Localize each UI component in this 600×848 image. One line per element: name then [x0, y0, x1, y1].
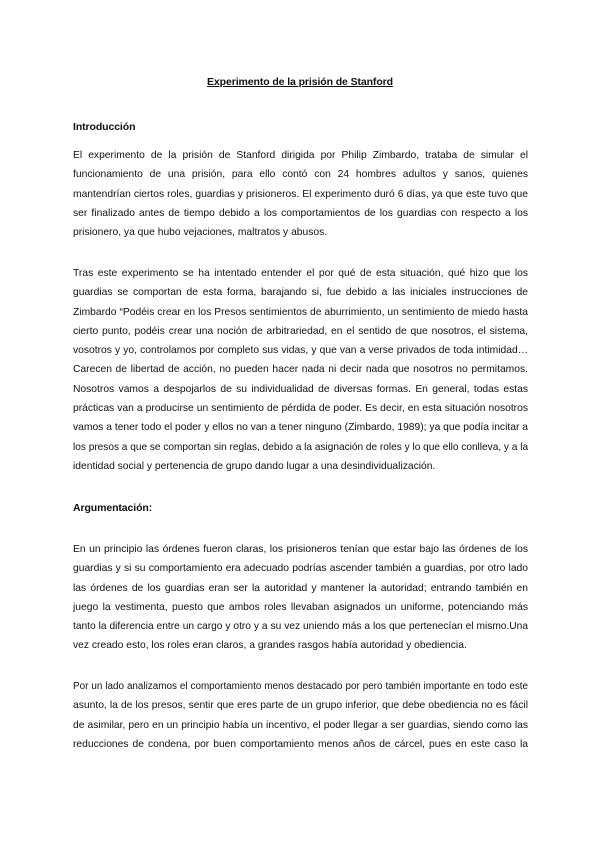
paragraph-line: asunto, la de los presos, sentir que eres parte de un grupo inferior, que debe obediencia no es fácil [73, 700, 528, 712]
paragraph-line: Tras este experimento se ha intentado entender el por qué de esta situación, qué hizo que los [73, 268, 528, 279]
paragraph-line: funcionamiento de una prisión, para ello contó con 24 hombres adultos y sanos, quienes [73, 169, 528, 181]
paragraph-line: juego la vestimenta, puesto que ambos roles llevaban asignados un uniforme, potenciando más [73, 601, 528, 613]
paragraph-line: guardias se comportan de esta forma, barajando si, fue debido a las iniciales instrucciones de [73, 287, 528, 299]
paragraph-line: los presos a que se comportan sin reglas, debido a la asignación de roles y lo que ello conlleva, y a la [73, 441, 528, 453]
paragraph-line: vamos a tener todo el poder y ellos no van a tener ninguno (Zimbardo, 1989); ya que podía incitar a [73, 422, 528, 434]
paragraph-line: El experimento de la prisión de Stanford dirigida por Philip Zimbardo, trataba de simular el [73, 150, 528, 161]
paragraph-line: reducciones de condena, por buen comportamiento menos años de cárcel, pues en este caso la [73, 738, 528, 750]
paragraph-line: guardias y si su comportamiento era adecuado podrías ascender también a guardias, por otro lado [73, 563, 528, 575]
paragraph-line: tanto la diferencia entre un cargo y otro y a su vez uniendo más a los que pertenecían el mismo.Una [73, 621, 528, 633]
paragraph-line: cierto punto, podéis crear una noción de arbitrariedad, en el sentido de que nosotros, el sistema, [73, 325, 528, 337]
paragraph-intro-1 [73, 146, 528, 242]
paragraph-line: Carecen de libertad de acción, no pueden hacer nada ni decir nada que nosotros no permitamos. [73, 364, 528, 376]
paragraph-arg-1 [73, 540, 528, 656]
section-heading-argumentacion: Argumentación: [73, 502, 153, 514]
paragraph-line: mantendrían ciertos roles, guardias y prisioneros. El experimento duró 6 días, ya que este tuvo que [73, 188, 528, 200]
paragraph-line: de asimilar, pero en un principio había un incentivo, el poder llegar a ser guardias, siendo como las [73, 719, 528, 731]
document-title: Experimento de la prisión de Stanford [207, 76, 393, 88]
paragraph-intro-2 [73, 264, 528, 476]
paragraph-line: Por un lado analizamos el comportamiento menos destacado por pero también importante en todo este [73, 681, 528, 692]
paragraph-line: vosotros y yo, controlamos por completo sus vidas, y que van a verse privados de toda intimidad… [73, 345, 528, 357]
paragraph-line: Zimbardo “Podéis crear en los Presos sentimientos de aburrimiento, un sentimiento de miedo hasta [73, 306, 528, 318]
paragraph-line: identidad social y pertenencia de grupo dando lugar a una desindividualización. [73, 460, 436, 472]
paragraph-line: las órdenes de los guardias eran ser la autoridad y mantener la autoridad; entrando también en [73, 582, 528, 594]
paragraph-line: ser finalizado antes de tiempo debido a los comportamientos de los guardias con respecto a los [73, 207, 528, 219]
paragraph-line: vez creado esto, los roles eran claros, a grandes rasgos había autoridad y obediencia. [73, 640, 467, 652]
paragraph-line: prácticas van a producirse un sentimiento de pérdida de poder. Es decir, en esta situación nosotros [73, 403, 528, 415]
paragraph-line: Nosotros vamos a despojarlos de su individualidad de diversas formas. En general, todas estas [73, 383, 528, 395]
section-heading-introduccion: Introducción [73, 121, 136, 133]
paragraph-line: prisionero, ya que hubo vejaciones, maltratos y abusos. [73, 227, 328, 239]
paragraph-arg-2 [73, 677, 528, 754]
paragraph-line: En un principio las órdenes fueron claras, los prisioneros tenían que estar bajo las órdenes de los [73, 544, 528, 555]
